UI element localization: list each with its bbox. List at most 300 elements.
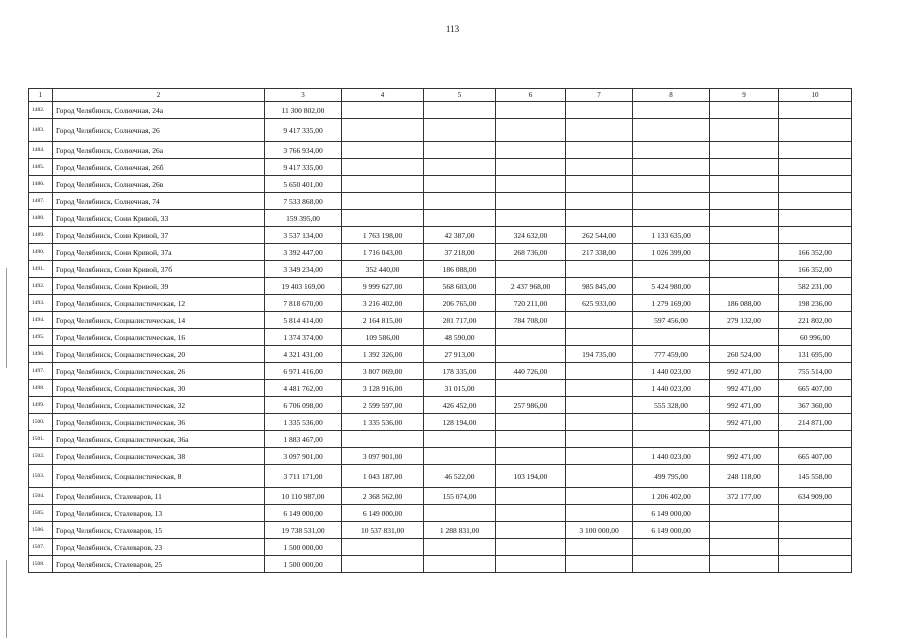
row-number: 1493.	[29, 295, 53, 312]
amount-cell: 42 387,00	[424, 227, 496, 244]
column-header: 2	[53, 89, 265, 102]
amount-cell: 985 845,00	[566, 278, 633, 295]
amount-cell	[779, 210, 852, 227]
page-edge-line	[6, 268, 7, 368]
row-number: 1502.	[29, 448, 53, 465]
table-row	[29, 488, 852, 505]
row-number: 1482.	[29, 102, 53, 119]
page-number: 113	[445, 24, 460, 34]
row-number: 1505.	[29, 505, 53, 522]
amount-cell	[566, 363, 633, 380]
row-number: 1506.	[29, 522, 53, 539]
row-number: 1492.	[29, 278, 53, 295]
amount-cell: 3 097 901,00	[265, 448, 342, 465]
column-header: 5	[424, 89, 496, 102]
amount-cell	[342, 193, 424, 210]
row-number: 1503.	[29, 465, 53, 488]
amount-cell	[710, 119, 779, 142]
amount-cell: 5 650 401,00	[265, 176, 342, 193]
amount-cell	[779, 431, 852, 448]
row-number: 1484.	[29, 142, 53, 159]
amount-cell: 3 766 934,00	[265, 142, 342, 159]
column-header: 9	[710, 89, 779, 102]
address-cell: Город Челябинск, Сони Кривой, 37а	[53, 244, 265, 261]
amount-cell: 1 392 326,00	[342, 346, 424, 363]
amount-cell	[496, 431, 566, 448]
amount-cell: 268 736,00	[496, 244, 566, 261]
amount-cell: 665 407,00	[779, 380, 852, 397]
amount-cell: 166 352,00	[779, 244, 852, 261]
table-row	[29, 539, 852, 556]
address-cell: Город Челябинск, Сталеваров, 15	[53, 522, 265, 539]
amount-cell: 665 407,00	[779, 448, 852, 465]
amount-cell	[424, 448, 496, 465]
amount-cell	[424, 142, 496, 159]
row-number: 1500.	[29, 414, 53, 431]
amount-cell: 186 088,00	[710, 295, 779, 312]
amount-cell	[496, 142, 566, 159]
amount-cell	[496, 522, 566, 539]
column-header: 1	[29, 89, 53, 102]
amount-cell	[566, 210, 633, 227]
amount-cell	[496, 380, 566, 397]
address-cell: Город Челябинск, Социалистическая, 26	[53, 363, 265, 380]
amount-cell	[633, 556, 710, 573]
amount-cell: 1 043 187,00	[342, 465, 424, 488]
amount-cell: 499 795,00	[633, 465, 710, 488]
amount-cell	[633, 102, 710, 119]
amount-cell	[566, 488, 633, 505]
amount-cell: 3 100 000,00	[566, 522, 633, 539]
table-row	[29, 193, 852, 210]
amount-cell	[496, 210, 566, 227]
amount-cell	[633, 119, 710, 142]
table-row	[29, 278, 852, 295]
amount-cell	[633, 261, 710, 278]
address-cell: Город Челябинск, Солнечная, 74	[53, 193, 265, 210]
table-row	[29, 522, 852, 539]
amount-cell: 186 088,00	[424, 261, 496, 278]
table-row	[29, 261, 852, 278]
amount-cell	[633, 431, 710, 448]
amount-cell: 27 913,00	[424, 346, 496, 363]
amount-cell	[710, 159, 779, 176]
amount-cell: 992 471,00	[710, 414, 779, 431]
amount-cell: 260 524,00	[710, 346, 779, 363]
amount-cell: 5 424 980,00	[633, 278, 710, 295]
amount-cell	[496, 488, 566, 505]
amount-cell	[633, 210, 710, 227]
row-number: 1497.	[29, 363, 53, 380]
amount-cell: 178 335,00	[424, 363, 496, 380]
address-cell: Город Челябинск, Солнечная, 26в	[53, 176, 265, 193]
amount-cell: 1 440 023,00	[633, 448, 710, 465]
row-number: 1507.	[29, 539, 53, 556]
amount-cell	[424, 431, 496, 448]
amount-cell	[424, 539, 496, 556]
amount-cell: 103 194,00	[496, 465, 566, 488]
amount-cell: 1 133 635,00	[633, 227, 710, 244]
amount-cell	[710, 176, 779, 193]
amount-cell	[424, 102, 496, 119]
amount-cell	[710, 329, 779, 346]
amount-cell	[779, 119, 852, 142]
amount-cell	[566, 261, 633, 278]
amount-cell	[566, 380, 633, 397]
amount-cell	[496, 119, 566, 142]
address-cell: Город Челябинск, Солнечная, 26а	[53, 142, 265, 159]
amount-cell	[710, 102, 779, 119]
amount-cell: 46 522,00	[424, 465, 496, 488]
address-cell: Город Челябинск, Социалистическая, 12	[53, 295, 265, 312]
amount-cell	[342, 159, 424, 176]
amount-cell: 1 026 399,00	[633, 244, 710, 261]
amount-cell	[779, 193, 852, 210]
amount-cell: 2 599 597,00	[342, 397, 424, 414]
address-cell: Город Челябинск, Сони Кривой, 37б	[53, 261, 265, 278]
amount-cell: 217 338,00	[566, 244, 633, 261]
amount-cell: 7 818 670,00	[265, 295, 342, 312]
amount-cell: 194 735,00	[566, 346, 633, 363]
amount-cell	[633, 176, 710, 193]
amount-cell: 6 149 000,00	[633, 522, 710, 539]
amount-cell: 784 708,00	[496, 312, 566, 329]
amount-cell	[424, 193, 496, 210]
page-edge-line	[6, 560, 7, 638]
amount-cell	[566, 556, 633, 573]
amount-cell: 1 716 043,00	[342, 244, 424, 261]
table-row	[29, 244, 852, 261]
amount-cell	[342, 556, 424, 573]
column-header: 4	[342, 89, 424, 102]
amount-cell: 31 015,00	[424, 380, 496, 397]
amount-cell	[342, 142, 424, 159]
amount-cell: 992 471,00	[710, 448, 779, 465]
address-cell: Город Челябинск, Социалистическая, 36а	[53, 431, 265, 448]
address-cell: Город Челябинск, Солнечная, 24а	[53, 102, 265, 119]
amount-cell	[779, 176, 852, 193]
table-row	[29, 465, 852, 488]
amount-cell	[566, 431, 633, 448]
amount-cell	[633, 329, 710, 346]
amount-cell: 367 360,00	[779, 397, 852, 414]
amount-cell: 1 288 831,00	[424, 522, 496, 539]
amount-cell: 440 726,00	[496, 363, 566, 380]
amount-cell: 4 321 431,00	[265, 346, 342, 363]
amount-cell	[566, 414, 633, 431]
amount-cell	[633, 142, 710, 159]
amount-cell: 992 471,00	[710, 380, 779, 397]
table-row	[29, 142, 852, 159]
amount-cell: 2 164 815,00	[342, 312, 424, 329]
address-cell: Город Челябинск, Сталеваров, 13	[53, 505, 265, 522]
table-row	[29, 363, 852, 380]
amount-cell: 597 456,00	[633, 312, 710, 329]
amount-cell: 9 999 627,00	[342, 278, 424, 295]
amount-cell: 37 218,00	[424, 244, 496, 261]
amount-cell: 6 706 098,00	[265, 397, 342, 414]
amount-cell	[566, 159, 633, 176]
header-row	[29, 89, 852, 102]
table-row	[29, 380, 852, 397]
amount-cell	[342, 119, 424, 142]
amount-cell	[424, 556, 496, 573]
table-row	[29, 295, 852, 312]
table-row	[29, 346, 852, 363]
amount-cell: 426 452,00	[424, 397, 496, 414]
amount-cell	[710, 193, 779, 210]
table-row	[29, 431, 852, 448]
amount-cell	[566, 312, 633, 329]
amount-cell: 257 986,00	[496, 397, 566, 414]
amount-cell: 155 074,00	[424, 488, 496, 505]
address-cell: Город Челябинск, Солнечная, 26б	[53, 159, 265, 176]
amount-cell: 6 149 000,00	[342, 505, 424, 522]
amount-cell: 1 279 169,00	[633, 295, 710, 312]
amount-cell	[710, 505, 779, 522]
amount-cell	[633, 414, 710, 431]
table-row	[29, 505, 852, 522]
amount-cell: 19 738 531,00	[265, 522, 342, 539]
column-header: 6	[496, 89, 566, 102]
amount-cell	[566, 176, 633, 193]
amount-cell: 1 335 536,00	[265, 414, 342, 431]
address-cell: Город Челябинск, Сталеваров, 11	[53, 488, 265, 505]
table-row	[29, 102, 852, 119]
amount-cell: 48 590,00	[424, 329, 496, 346]
address-cell: Город Челябинск, Солнечная, 26	[53, 119, 265, 142]
table-row	[29, 210, 852, 227]
amount-cell: 145 558,00	[779, 465, 852, 488]
amount-cell	[779, 227, 852, 244]
amount-cell	[710, 142, 779, 159]
amount-cell: 3 807 069,00	[342, 363, 424, 380]
row-number: 1486.	[29, 176, 53, 193]
amount-cell: 372 177,00	[710, 488, 779, 505]
address-cell: Город Челябинск, Социалистическая, 38	[53, 448, 265, 465]
address-cell: Город Челябинск, Сони Кривой, 39	[53, 278, 265, 295]
row-number: 1495.	[29, 329, 53, 346]
amount-cell: 5 814 414,00	[265, 312, 342, 329]
column-header: 7	[566, 89, 633, 102]
amount-cell	[710, 227, 779, 244]
address-cell: Город Челябинск, Социалистическая, 30	[53, 380, 265, 397]
amount-cell: 3 392 447,00	[265, 244, 342, 261]
amount-cell	[779, 505, 852, 522]
amount-cell: 10 537 831,00	[342, 522, 424, 539]
amount-cell: 262 544,00	[566, 227, 633, 244]
amount-cell: 198 236,00	[779, 295, 852, 312]
amount-cell	[779, 102, 852, 119]
amount-cell	[566, 539, 633, 556]
amount-cell	[496, 102, 566, 119]
address-cell: Город Челябинск, Социалистическая, 8	[53, 465, 265, 488]
table-row	[29, 312, 852, 329]
amount-cell: 3 128 916,00	[342, 380, 424, 397]
table-row	[29, 397, 852, 414]
address-cell: Город Челябинск, Социалистическая, 14	[53, 312, 265, 329]
amount-cell	[496, 448, 566, 465]
amount-cell	[424, 119, 496, 142]
table-row	[29, 119, 852, 142]
amount-cell	[779, 159, 852, 176]
row-number: 1508.	[29, 556, 53, 573]
table-row	[29, 176, 852, 193]
amount-cell: 10 110 987,00	[265, 488, 342, 505]
table-row	[29, 556, 852, 573]
amount-cell: 1 440 023,00	[633, 363, 710, 380]
amount-cell: 3 711 171,00	[265, 465, 342, 488]
amount-cell: 3 537 134,00	[265, 227, 342, 244]
amount-cell	[633, 193, 710, 210]
row-number: 1498.	[29, 380, 53, 397]
amount-cell: 128 194,00	[424, 414, 496, 431]
row-number: 1485.	[29, 159, 53, 176]
amount-cell	[710, 522, 779, 539]
amount-cell: 11 300 802,00	[265, 102, 342, 119]
amount-cell	[566, 102, 633, 119]
amount-cell: 1 206 402,00	[633, 488, 710, 505]
table-row	[29, 227, 852, 244]
amount-cell	[342, 176, 424, 193]
amount-cell	[496, 539, 566, 556]
column-header: 10	[779, 89, 852, 102]
amount-cell: 634 909,00	[779, 488, 852, 505]
amount-cell	[710, 556, 779, 573]
amount-cell	[566, 505, 633, 522]
amount-cell	[496, 193, 566, 210]
amount-cell: 568 603,00	[424, 278, 496, 295]
amount-cell: 3 216 402,00	[342, 295, 424, 312]
amount-cell: 1 763 198,00	[342, 227, 424, 244]
amount-cell: 755 514,00	[779, 363, 852, 380]
amount-cell	[710, 539, 779, 556]
amount-cell	[342, 210, 424, 227]
amount-cell: 1 335 536,00	[342, 414, 424, 431]
amount-cell: 1 374 374,00	[265, 329, 342, 346]
amount-cell	[566, 448, 633, 465]
amount-cell: 221 802,00	[779, 312, 852, 329]
amount-cell	[342, 102, 424, 119]
amount-cell: 2 368 562,00	[342, 488, 424, 505]
table-row	[29, 159, 852, 176]
amount-cell	[424, 176, 496, 193]
row-number: 1501.	[29, 431, 53, 448]
amount-cell: 279 132,00	[710, 312, 779, 329]
amount-cell	[566, 465, 633, 488]
amount-cell: 2 437 968,00	[496, 278, 566, 295]
amount-cell	[710, 210, 779, 227]
amount-cell	[496, 346, 566, 363]
address-cell: Город Челябинск, Сони Кривой, 37	[53, 227, 265, 244]
amount-cell	[566, 397, 633, 414]
amount-cell: 6 149 000,00	[265, 505, 342, 522]
row-number: 1499.	[29, 397, 53, 414]
amount-cell: 1 883 467,00	[265, 431, 342, 448]
amount-cell	[779, 556, 852, 573]
amount-cell: 352 440,00	[342, 261, 424, 278]
amount-cell: 1 500 000,00	[265, 539, 342, 556]
amount-cell	[633, 539, 710, 556]
amount-cell	[710, 244, 779, 261]
column-header: 8	[633, 89, 710, 102]
row-number: 1496.	[29, 346, 53, 363]
amount-cell	[424, 159, 496, 176]
amount-cell: 60 996,00	[779, 329, 852, 346]
amount-cell: 1 440 023,00	[633, 380, 710, 397]
column-header: 3	[265, 89, 342, 102]
amount-cell	[779, 522, 852, 539]
amount-cell: 4 481 762,00	[265, 380, 342, 397]
amount-cell	[710, 278, 779, 295]
amount-cell: 582 231,00	[779, 278, 852, 295]
row-number: 1504.	[29, 488, 53, 505]
amount-cell	[779, 539, 852, 556]
row-number: 1488.	[29, 210, 53, 227]
amount-cell	[633, 159, 710, 176]
amount-cell	[424, 210, 496, 227]
amount-cell	[566, 142, 633, 159]
amount-cell	[496, 329, 566, 346]
amount-cell: 777 459,00	[633, 346, 710, 363]
amount-cell: 206 765,00	[424, 295, 496, 312]
amount-cell	[496, 159, 566, 176]
amount-cell	[496, 261, 566, 278]
amount-cell	[566, 119, 633, 142]
amount-cell: 625 933,00	[566, 295, 633, 312]
amount-cell	[496, 176, 566, 193]
amount-cell: 9 417 335,00	[265, 159, 342, 176]
amount-cell	[710, 261, 779, 278]
amount-cell: 555 328,00	[633, 397, 710, 414]
amount-cell	[566, 193, 633, 210]
address-cell: Город Челябинск, Социалистическая, 36	[53, 414, 265, 431]
amount-cell	[779, 142, 852, 159]
address-cell: Город Челябинск, Социалистическая, 32	[53, 397, 265, 414]
amount-cell: 992 471,00	[710, 397, 779, 414]
amount-cell: 9 417 335,00	[265, 119, 342, 142]
amount-cell: 109 586,00	[342, 329, 424, 346]
amount-cell	[496, 556, 566, 573]
amount-cell: 6 971 416,00	[265, 363, 342, 380]
row-number: 1489.	[29, 227, 53, 244]
row-number: 1487.	[29, 193, 53, 210]
amount-cell: 19 403 169,00	[265, 278, 342, 295]
amount-cell: 3 097 901,00	[342, 448, 424, 465]
amount-cell	[424, 505, 496, 522]
amount-cell: 1 500 000,00	[265, 556, 342, 573]
amount-cell: 166 352,00	[779, 261, 852, 278]
amount-cell: 3 349 234,00	[265, 261, 342, 278]
budget-table	[28, 88, 852, 573]
amount-cell: 720 211,00	[496, 295, 566, 312]
amount-cell: 7 533 868,00	[265, 193, 342, 210]
row-number: 1491.	[29, 261, 53, 278]
amount-cell: 159 395,00	[265, 210, 342, 227]
address-cell: Город Челябинск, Сталеваров, 25	[53, 556, 265, 573]
row-number: 1494.	[29, 312, 53, 329]
row-number: 1483.	[29, 119, 53, 142]
row-number: 1490.	[29, 244, 53, 261]
amount-cell: 248 118,00	[710, 465, 779, 488]
address-cell: Город Челябинск, Сони Кривой, 33	[53, 210, 265, 227]
amount-cell	[342, 431, 424, 448]
amount-cell	[566, 329, 633, 346]
table-row	[29, 414, 852, 431]
amount-cell: 214 871,00	[779, 414, 852, 431]
address-cell: Город Челябинск, Социалистическая, 20	[53, 346, 265, 363]
amount-cell	[496, 414, 566, 431]
